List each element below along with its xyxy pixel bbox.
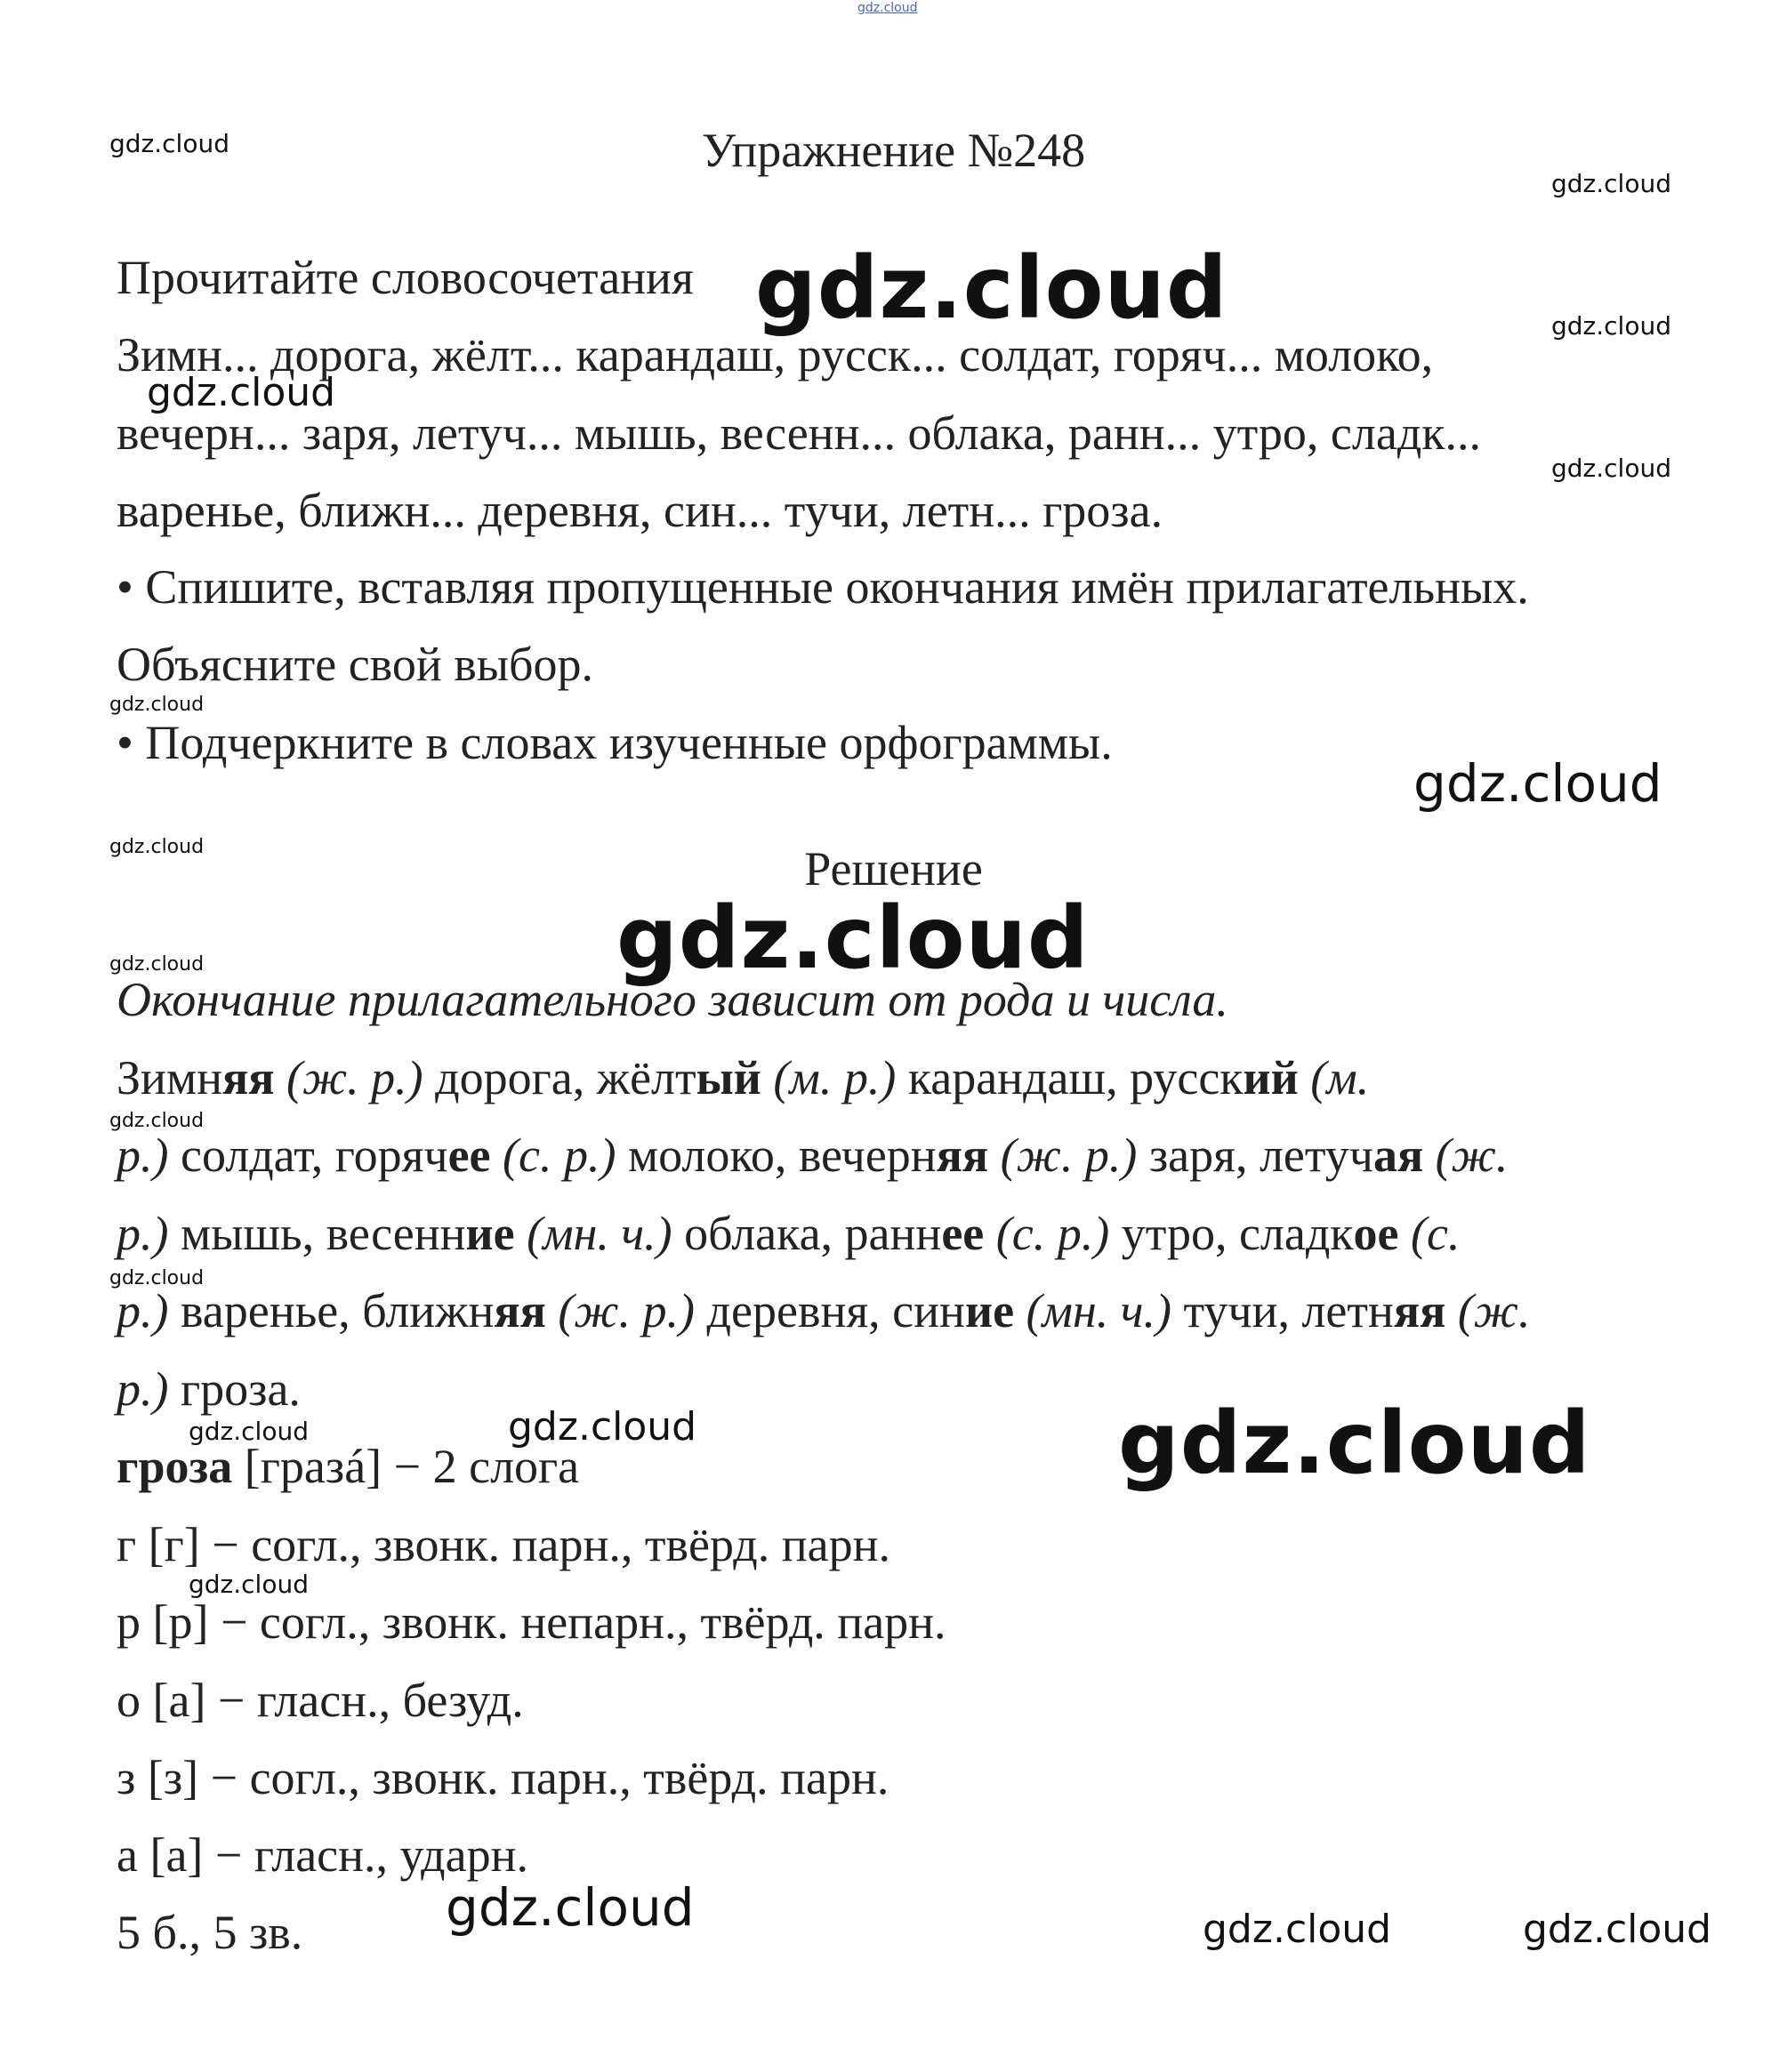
analysis-letter-1: г [г] − согл., звонк. парн., твёрд. парн. [117,1518,890,1571]
adjective-ending: ий [1243,1051,1299,1104]
watermark: gdz.cloud [1523,1907,1712,1952]
solution-text: заря, летуч [1137,1128,1373,1182]
solution-line-4 [117,1284,1531,1337]
grammar-note: (с. р.) [490,1128,616,1182]
analysis-header [117,1440,580,1493]
watermark: gdz.cloud [1551,454,1671,483]
watermark-large: gdz.cloud [1118,1393,1591,1493]
grammar-note: р.) [117,1207,169,1260]
solution-text: тучи, летн [1171,1284,1394,1337]
adjective-ending: ие [465,1207,515,1260]
solution-text: карандаш, русск [896,1051,1244,1104]
analysis-letter-4: з [з] − согл., звонк. парн., твёрд. парн. [117,1751,889,1804]
watermark: gdz.cloud [109,1267,205,1289]
phrases-line-1: Зимн... дорога, жёлт... карандаш, русск... солдат, горяч... молоко, [117,328,1434,381]
task-line-2: Объясните свой выбор. [117,638,593,691]
grammar-note: (мн. ч.) [514,1207,672,1260]
watermark: gdz.cloud [147,370,336,415]
analysis-word: гроза [117,1440,233,1493]
solution-text: солдат, горяч [168,1128,448,1182]
watermark-large: gdz.cloud [755,238,1228,338]
analysis-summary: 5 б., 5 зв. [117,1906,303,1959]
watermark: gdz.cloud [1203,1907,1392,1952]
watermark: gdz.cloud [1551,169,1671,198]
watermark: gdz.cloud [109,836,205,858]
solution-line-1 [117,1051,1370,1104]
phrases-line-2: вечерн... заря, летуч... мышь, весенн... облака, ранн... утро, сладк... [117,406,1482,460]
grammar-note: (мн. ч.) [1014,1284,1172,1337]
adjective-ending: яя [494,1284,546,1337]
solution-rule: Окончание прилагательного зависит от рода и числа. [117,973,1228,1026]
grammar-note: р.) [117,1128,169,1182]
watermark: gdz.cloud [109,129,229,158]
watermark: gdz.cloud [1413,753,1662,814]
watermark: gdz.cloud [1551,311,1671,341]
solution-text: мышь, весенн [168,1207,466,1260]
watermark: gdz.cloud [189,1417,309,1446]
analysis-letter-2: р [р] − согл., звонк. непарн., твёрд. парн. [117,1595,946,1649]
solution-text: утро, сладк [1109,1207,1354,1260]
adjective-ending: яя [936,1128,989,1182]
adjective-ending: ее [447,1128,491,1182]
grammar-note: (ж. [1445,1284,1531,1337]
analysis-letter-5: а [а] − гласн., ударн. [117,1828,528,1882]
grammar-note: (ж. р.) [988,1128,1138,1182]
grammar-note: (ж. р.) [274,1051,423,1104]
adjective-ending: ая [1372,1128,1424,1182]
grammar-note: (м. р.) [761,1051,897,1104]
grammar-note: (с. р.) [984,1207,1110,1260]
solution-text: молоко, вечерн [616,1128,937,1182]
solution-text: деревня, син [695,1284,965,1337]
analysis-transcription: [гразá] − 2 слога [232,1440,580,1493]
analysis-letter-3: о [а] − гласн., безуд. [117,1674,524,1727]
adjective-ending: ее [941,1207,985,1260]
adjective-ending: яя [1393,1284,1446,1337]
task-line-1: • Спишите, вставляя пропущенные окончания имён прилагательных. [117,560,1529,614]
watermark: gdz.cloud [189,1570,309,1599]
grammar-note: (м. [1298,1051,1370,1104]
adjective-ending: ое [1353,1207,1399,1260]
task-line-3: • Подчеркните в словах изученные орфограммы. [117,716,1113,769]
adjective-ending: ый [696,1051,761,1104]
grammar-note: (ж. [1423,1128,1509,1182]
watermark: gdz.cloud [109,1110,205,1132]
grammar-note: (ж. р.) [545,1284,696,1337]
watermark-top-link: gdz.cloud [857,1,918,15]
grammar-note: р.) [117,1362,169,1416]
solution-text: Зимн [117,1051,223,1104]
adjective-ending: яя [222,1051,275,1104]
solution-text: дорога, жёлт [423,1051,696,1104]
exercise-title: Упражнение №248 [701,124,1086,177]
watermark: gdz.cloud [508,1404,697,1450]
watermark: gdz.cloud [109,953,205,976]
grammar-note: (с. [1398,1207,1461,1260]
solution-heading: Решение [804,842,983,895]
instruction: Прочитайте словосочетания [117,251,694,304]
solution-text: облака, ранн [672,1207,942,1260]
solution-text: гроза. [168,1362,301,1416]
solution-text: варенье, ближн [168,1284,495,1337]
solution-line-3 [117,1207,1461,1260]
solution-line-2 [117,1128,1509,1182]
phrases-line-3: варенье, ближн... деревня, син... тучи, летн... гроза. [117,484,1163,537]
watermark: gdz.cloud [446,1877,695,1938]
adjective-ending: ие [964,1284,1015,1337]
solution-line-5 [117,1362,301,1416]
watermark-large: gdz.cloud [616,888,1090,988]
grammar-note: р.) [117,1284,169,1337]
watermark: gdz.cloud [109,694,205,716]
